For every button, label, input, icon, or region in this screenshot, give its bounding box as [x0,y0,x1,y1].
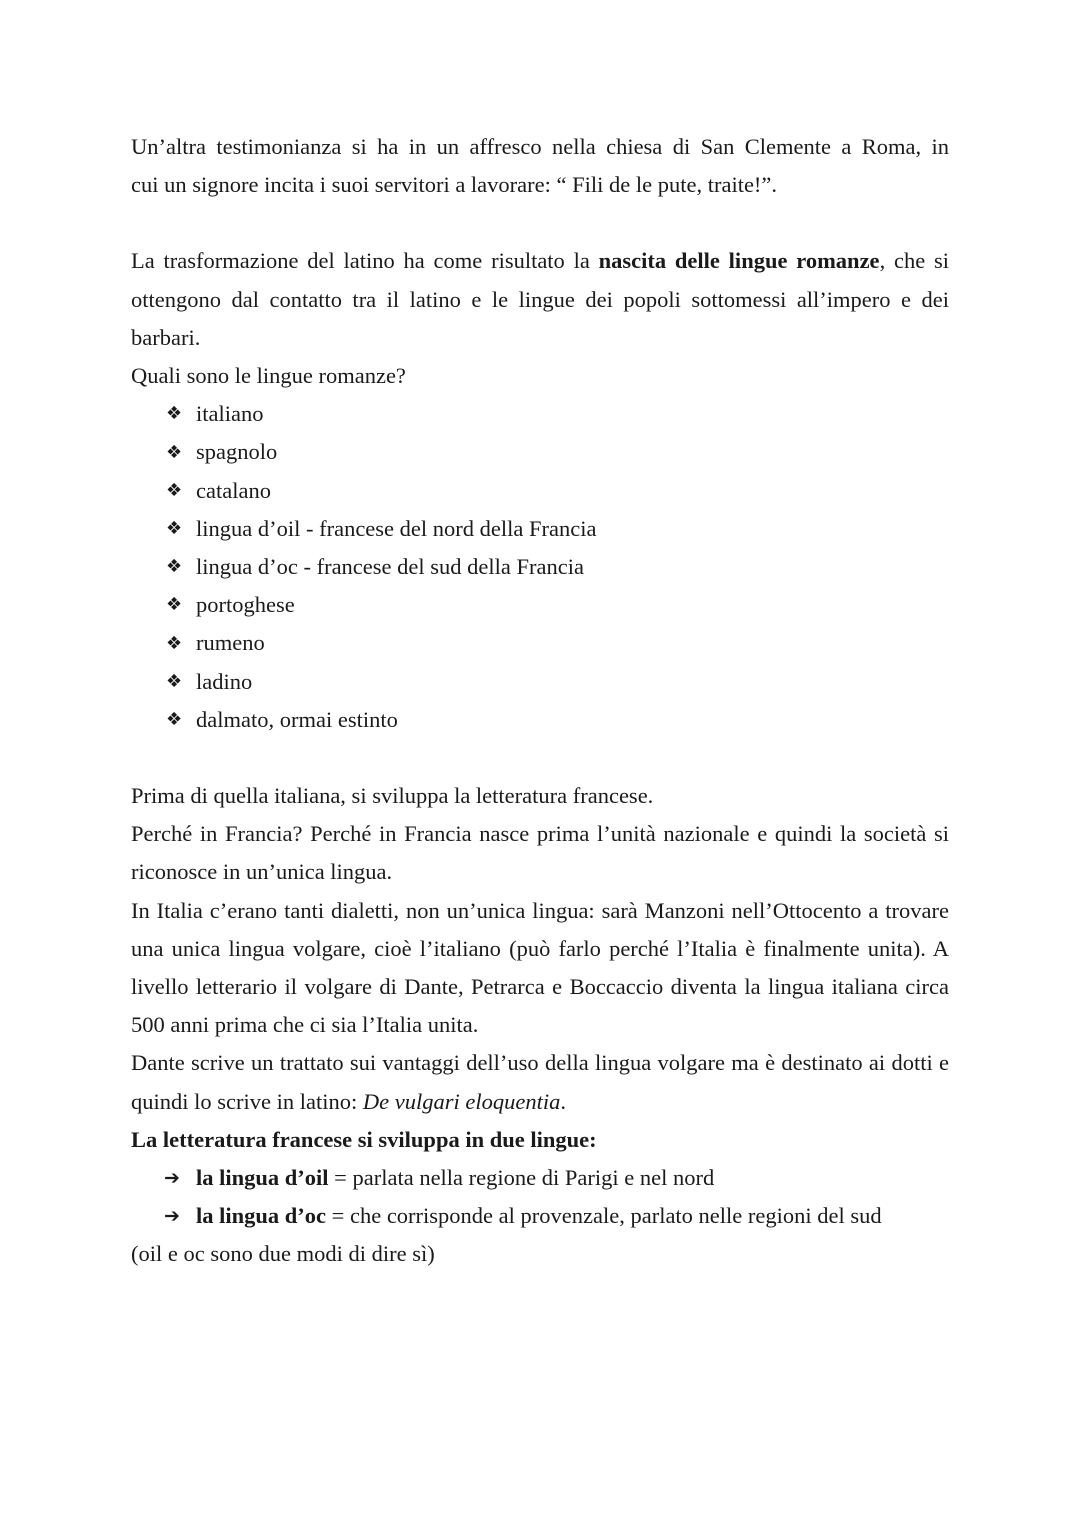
diamond-bullet-icon: ❖ [166,556,183,578]
paragraph-dante-trattato: Dante scrive un trattato sui vantaggi dell’uso della lingua volgare ma è destinato ai dotti e quindi lo scrive in latino: De vulgari eloquentia. [131,1050,949,1114]
arrow-right-icon: ➔ [164,1204,180,1227]
note-oil-oc: (oil e oc sono due modi di dire sì) [131,1241,435,1267]
title-de-vulgari-eloquentia: De vulgari eloquentia [362,1088,561,1114]
paragraph-dialetti-italia: In Italia c’erano tanti dialetti, non un’unica lingua: sarà Manzoni nell’Ottocento a trovare una unica lingua volgare, cioè l’italiano (può farlo perché l’Italia è finalmente unita). A livello letterario il volgare di Dante, Petrarca e Boccaccio diventa la lingua italiana circa 500 anni prima che ci sia l’Italia unita. [131,897,949,1038]
french-languages-list [131,1159,949,1235]
diamond-bullet-icon: ❖ [166,441,183,463]
romance-languages-list [131,395,949,739]
list-item: ❖ lingua d’oil - francese del nord della Francia [166,515,597,541]
diamond-bullet-icon: ❖ [166,403,183,425]
list-item: ❖ spagnolo [166,439,278,465]
diamond-bullet-icon: ❖ [166,708,183,730]
spacer [131,204,949,242]
document-page [131,128,949,1274]
diamond-bullet-icon: ❖ [166,517,183,539]
paragraph-lingue-romanze: La trasformazione del latino ha come risultato la nascita delle lingue romanze, che si ottengono dal contatto tra il latino e le lingue dei popoli sottomessi all’impero e dei barbari. [131,248,949,350]
bold-nascita-lingue-romanze: nascita delle lingue romanze [598,248,880,274]
spacer [131,739,949,777]
list-item: ❖ lingua d’oc - francese del sud della Francia [166,554,584,580]
diamond-bullet-icon: ❖ [166,594,183,616]
arrow-right-icon: ➔ [164,1166,180,1189]
paragraph-affresco-line1: Un’altra testimonianza si ha in un affresco nella chiesa di San Clemente a Roma, in [131,134,949,159]
paragraph-affresco-line2: cui un signore incita i suoi servitori a lavorare: “ Fili de le pute, traite!”. [131,172,778,198]
paragraph-perche-in-francia: Perché in Francia? Perché in Francia nasce prima l’unità nazionale e quindi la società si riconosce in un’unica lingua. [131,821,949,885]
list-item: ❖ rumeno [166,630,265,656]
list-item: ❖ ladino [166,668,253,694]
paragraph-letteratura-francese-intro: Prima di quella italiana, si sviluppa la letteratura francese. [131,783,654,809]
list-item: ➔ la lingua d’oil = parlata nella regione di Parigi e nel nord [164,1165,715,1191]
heading-letteratura-francese: La letteratura francese si sviluppa in due lingue: [131,1126,597,1152]
question-lingue-romanze: Quali sono le lingue romanze? [131,363,406,389]
list-item: ❖ dalmato, ormai estinto [166,706,398,732]
list-item: ❖ catalano [166,477,271,503]
diamond-bullet-icon: ❖ [166,632,183,654]
list-item: ❖ portoghese [166,592,295,618]
diamond-bullet-icon: ❖ [166,670,183,692]
list-item: ➔ la lingua d’oc = che corrisponde al provenzale, parlato nelle regioni del sud [164,1203,882,1229]
list-item: ❖ italiano [166,401,264,427]
diamond-bullet-icon: ❖ [166,479,183,501]
